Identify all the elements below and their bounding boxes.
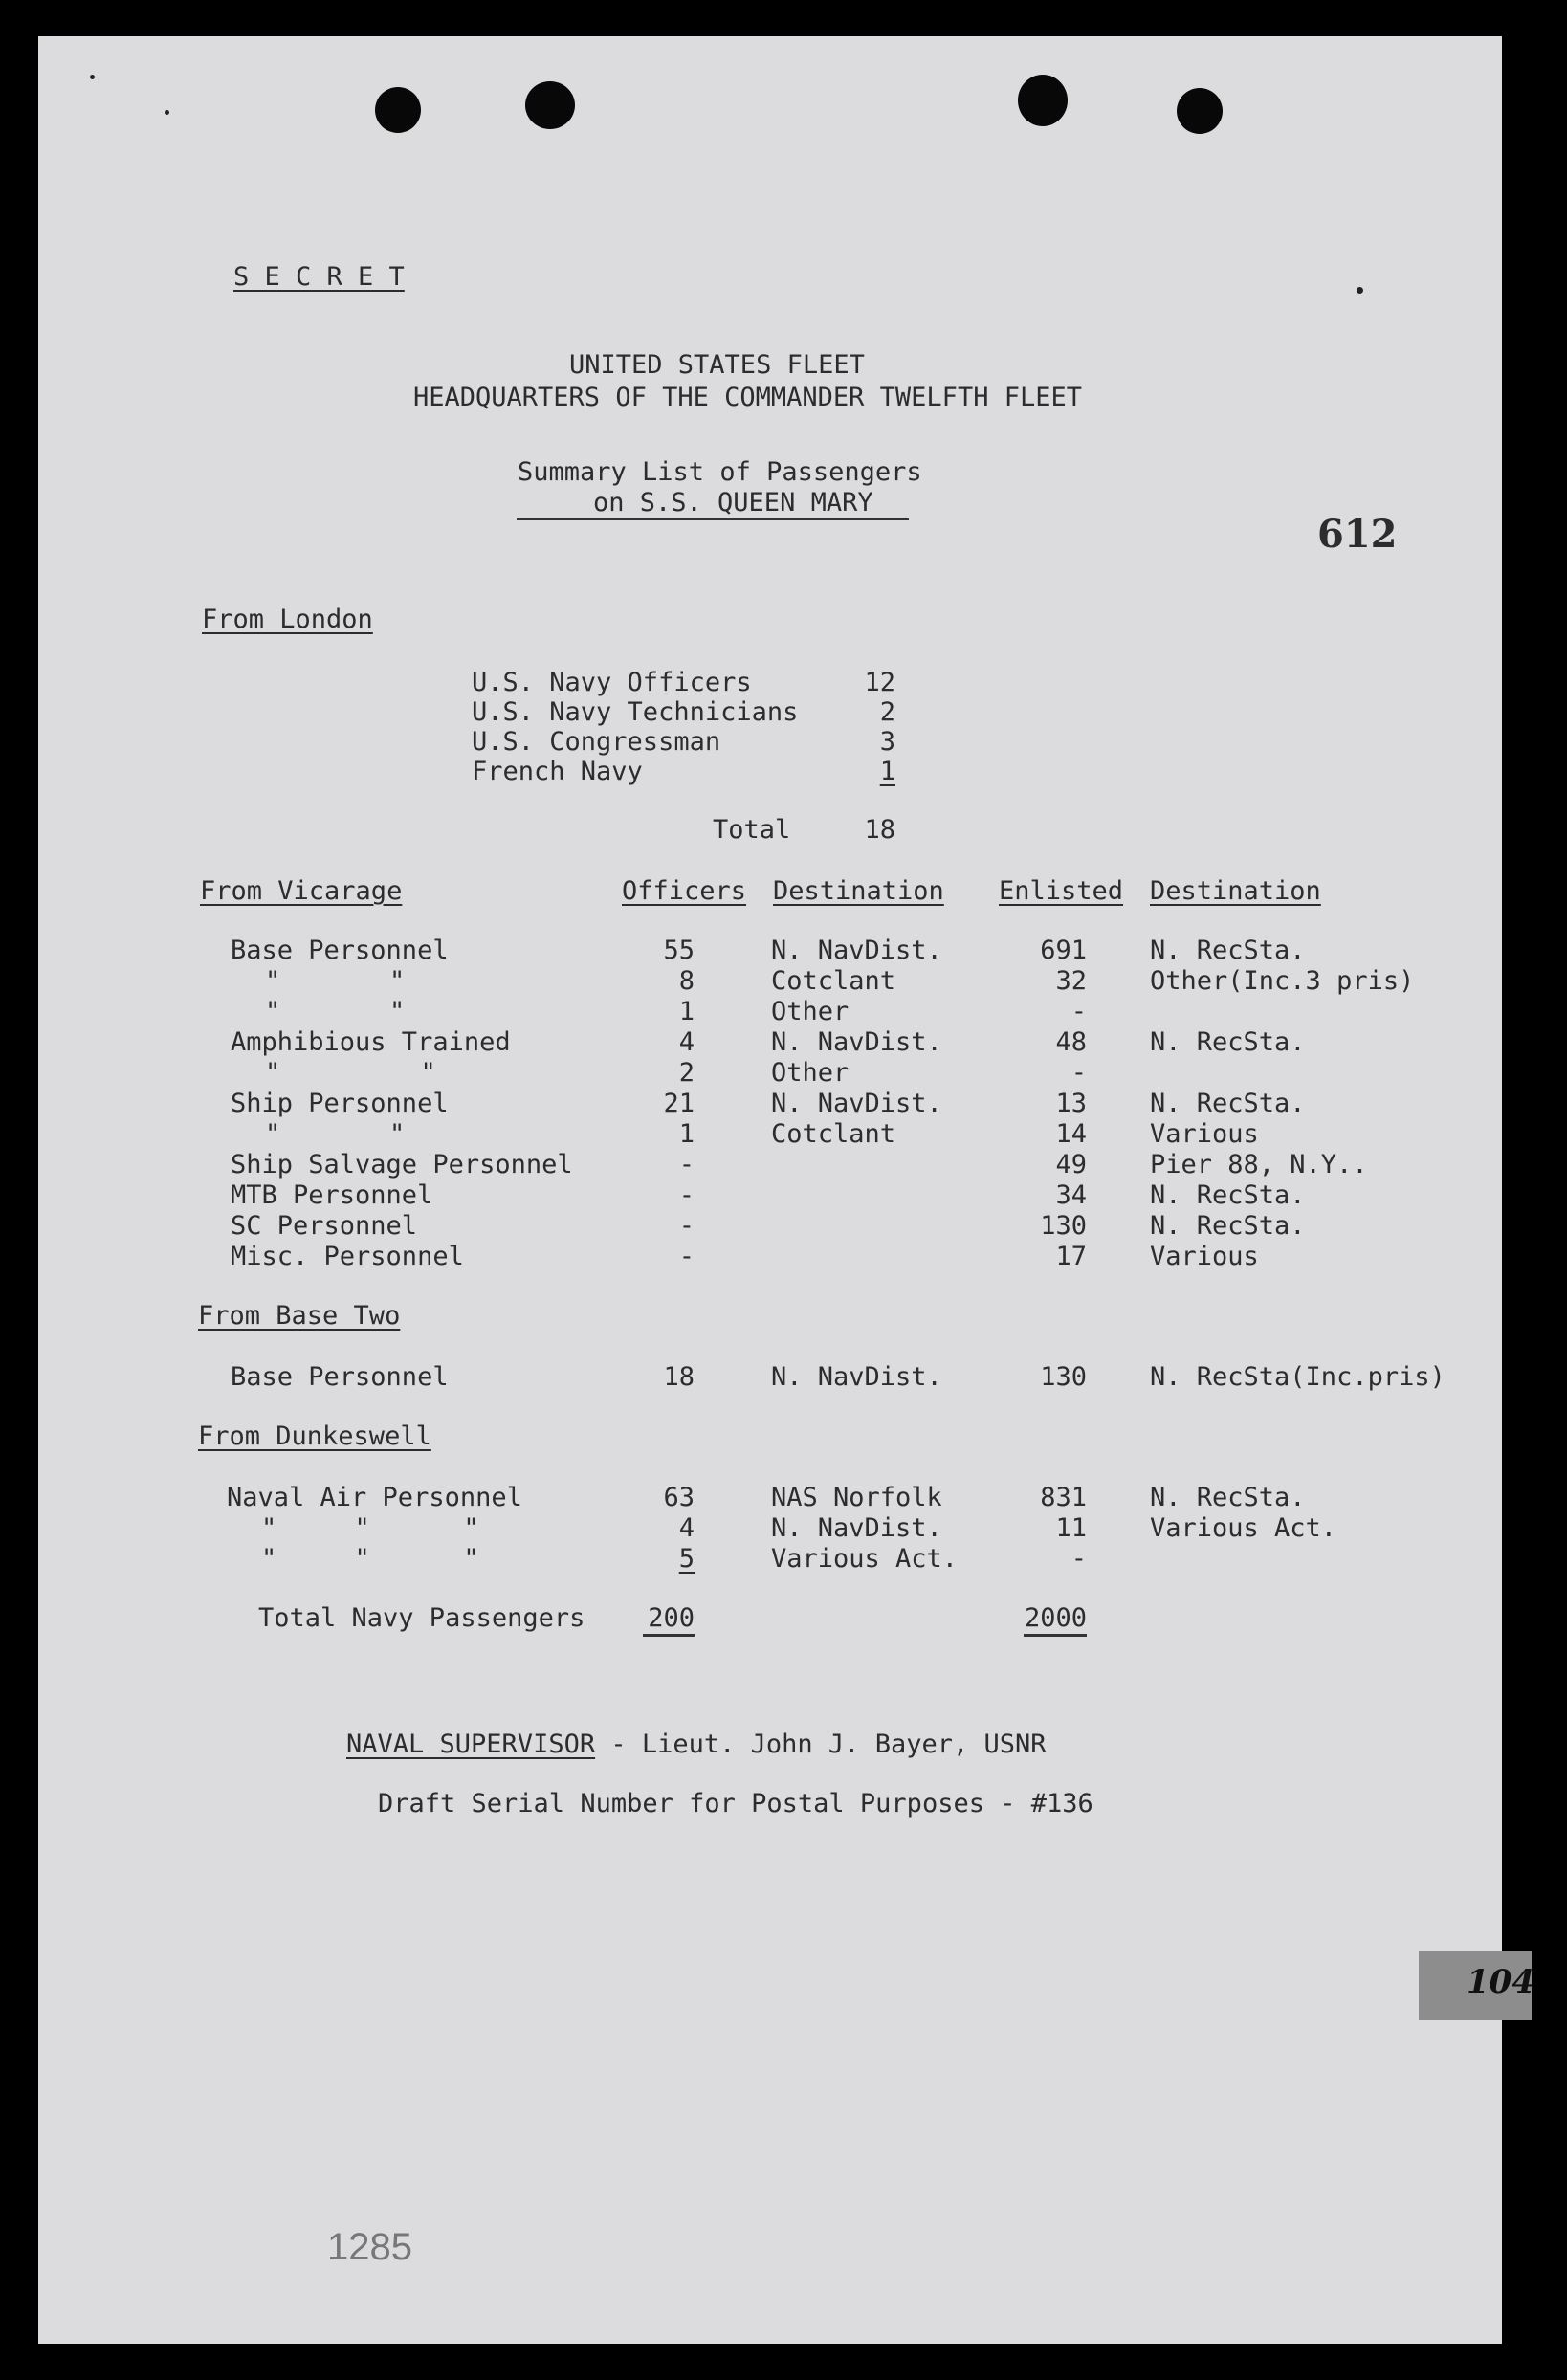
supervisor-name: - Lieut. John J. Bayer, USNR (595, 1730, 1047, 1759)
row-destination-2: N. RecSta. (1150, 1211, 1306, 1241)
row-enlisted: 49 (1055, 1150, 1087, 1179)
row-destination-2: N. RecSta. (1150, 1180, 1306, 1210)
total-officers: 200 (648, 1603, 695, 1633)
title-line-2: on S.S. QUEEN MARY (593, 488, 873, 518)
london-row-value: 3 (879, 727, 895, 757)
column-header-destination-2: Destination (1150, 876, 1321, 906)
handwritten-page-number: 104 (1467, 1963, 1534, 2001)
row-officers: 1 (678, 1119, 695, 1149)
london-row-value: 2 (879, 697, 895, 727)
row-officers: 55 (663, 936, 695, 965)
section-heading-dunkeswell: From Dunkeswell (198, 1421, 431, 1451)
row-enlisted: - (1070, 1544, 1087, 1574)
row-label: " " (265, 997, 406, 1026)
supervisor-title: NAVAL SUPERVISOR (346, 1730, 596, 1759)
row-officers: - (678, 1180, 695, 1210)
column-header-enlisted: Enlisted (999, 876, 1124, 906)
row-officers: 4 (678, 1027, 695, 1057)
header-line-2: HEADQUARTERS OF THE COMMANDER TWELFTH FLEET (413, 383, 1082, 412)
row-label: Amphibious Trained (231, 1027, 511, 1057)
header-line-1: UNITED STATES FLEET (569, 350, 865, 380)
row-label: MTB Personnel (231, 1180, 433, 1210)
row-label: Naval Air Personnel (227, 1483, 522, 1512)
row-destination-2: Various Act. (1150, 1513, 1337, 1543)
row-destination: NAS Norfolk (771, 1483, 942, 1512)
row-destination: N. NavDist. (771, 936, 942, 965)
london-row-value: 1 (879, 757, 895, 786)
row-enlisted: 11 (1055, 1513, 1087, 1543)
row-enlisted: 831 (1040, 1483, 1087, 1512)
row-enlisted: 130 (1040, 1211, 1087, 1241)
row-officers: 21 (663, 1089, 695, 1118)
london-row-label: U.S. Congressman (472, 727, 721, 757)
section-heading-base-two: From Base Two (198, 1301, 401, 1331)
row-destination-2: N. RecSta. (1150, 1483, 1306, 1512)
title-line-1: Summary List of Passengers (518, 457, 922, 487)
row-label: " " " (261, 1513, 479, 1543)
row-label: " " (265, 1058, 436, 1088)
section-heading-vicarage: From Vicarage (200, 876, 403, 906)
column-header-officers: Officers (622, 876, 747, 906)
row-destination-2: Pier 88, N.Y.. (1150, 1150, 1368, 1179)
punch-hole (1177, 88, 1223, 134)
row-officers: 5 (678, 1544, 695, 1574)
speck (165, 110, 169, 115)
total-officers-rule (643, 1634, 695, 1637)
london-total-value: 18 (864, 815, 895, 845)
serial-number-line: Draft Serial Number for Postal Purposes - #136 (378, 1789, 1093, 1818)
row-destination: Other (771, 997, 850, 1026)
row-destination-2: N. RecSta. (1150, 1089, 1306, 1118)
row-enlisted: 13 (1055, 1089, 1087, 1118)
supervisor-line (346, 1730, 1047, 1760)
row-label: " " " (261, 1544, 479, 1574)
london-row-value: 12 (864, 668, 895, 697)
row-destination: Other (771, 1058, 850, 1088)
total-enlisted-rule (1024, 1634, 1087, 1637)
row-label: " " (265, 966, 406, 996)
row-destination: N. NavDist. (771, 1513, 942, 1543)
row-destination: N. NavDist. (771, 1362, 942, 1392)
row-officers: 2 (678, 1058, 695, 1088)
london-row-label: U.S. Navy Technicians (472, 697, 799, 727)
row-destination-2: Other(Inc.3 pris) (1150, 966, 1415, 996)
row-enlisted: 17 (1055, 1242, 1087, 1271)
row-destination-2: Various (1150, 1119, 1259, 1149)
bottom-page-number: 1285 (327, 2226, 412, 2268)
speck (1357, 287, 1363, 294)
row-label: Ship Personnel (231, 1089, 449, 1118)
row-destination-2: N. RecSta. (1150, 936, 1306, 965)
row-destination-2: N. RecSta(Inc.pris) (1150, 1362, 1446, 1392)
row-enlisted: 34 (1055, 1180, 1087, 1210)
total-enlisted: 2000 (1024, 1603, 1087, 1633)
total-navy-label: Total Navy Passengers (258, 1603, 585, 1633)
london-total-label: Total (713, 815, 791, 845)
row-enlisted: 691 (1040, 936, 1087, 965)
punch-hole (1018, 75, 1068, 126)
column-header-destination: Destination (773, 876, 944, 906)
row-officers: - (678, 1150, 695, 1179)
row-destination: Cotclant (771, 966, 896, 996)
punch-hole (375, 87, 421, 133)
row-destination: Cotclant (771, 1119, 896, 1149)
speck (90, 75, 95, 79)
row-enlisted: 130 (1040, 1362, 1087, 1392)
row-officers: 18 (663, 1362, 695, 1392)
row-destination-2: N. RecSta. (1150, 1027, 1306, 1057)
london-row-label: French Navy (472, 757, 643, 786)
row-officers: 4 (678, 1513, 695, 1543)
title-underline (517, 518, 909, 520)
classification-label: S E C R E T (233, 262, 405, 292)
row-destination: Various Act. (771, 1544, 959, 1574)
row-label: Base Personnel (231, 1362, 449, 1392)
row-officers: 63 (663, 1483, 695, 1512)
row-enlisted: 48 (1055, 1027, 1087, 1057)
row-label: Ship Salvage Personnel (231, 1150, 573, 1179)
row-enlisted: - (1070, 1058, 1087, 1088)
row-enlisted: - (1070, 997, 1087, 1026)
row-officers: 8 (678, 966, 695, 996)
stamp-number: 612 (1317, 512, 1398, 557)
row-officers: - (678, 1211, 695, 1241)
row-enlisted: 32 (1055, 966, 1087, 996)
row-destination: N. NavDist. (771, 1027, 942, 1057)
row-label: " " (265, 1119, 406, 1149)
row-enlisted: 14 (1055, 1119, 1087, 1149)
punch-hole (525, 81, 575, 129)
row-label: Base Personnel (231, 936, 449, 965)
page-tab (1419, 1951, 1532, 2020)
row-label: SC Personnel (231, 1211, 418, 1241)
row-destination: N. NavDist. (771, 1089, 942, 1118)
section-heading-london: From London (202, 605, 373, 634)
row-officers: - (678, 1242, 695, 1271)
london-row-label: U.S. Navy Officers (472, 668, 752, 697)
row-destination-2: Various (1150, 1242, 1259, 1271)
row-officers: 1 (678, 997, 695, 1026)
row-label: Misc. Personnel (231, 1242, 464, 1271)
